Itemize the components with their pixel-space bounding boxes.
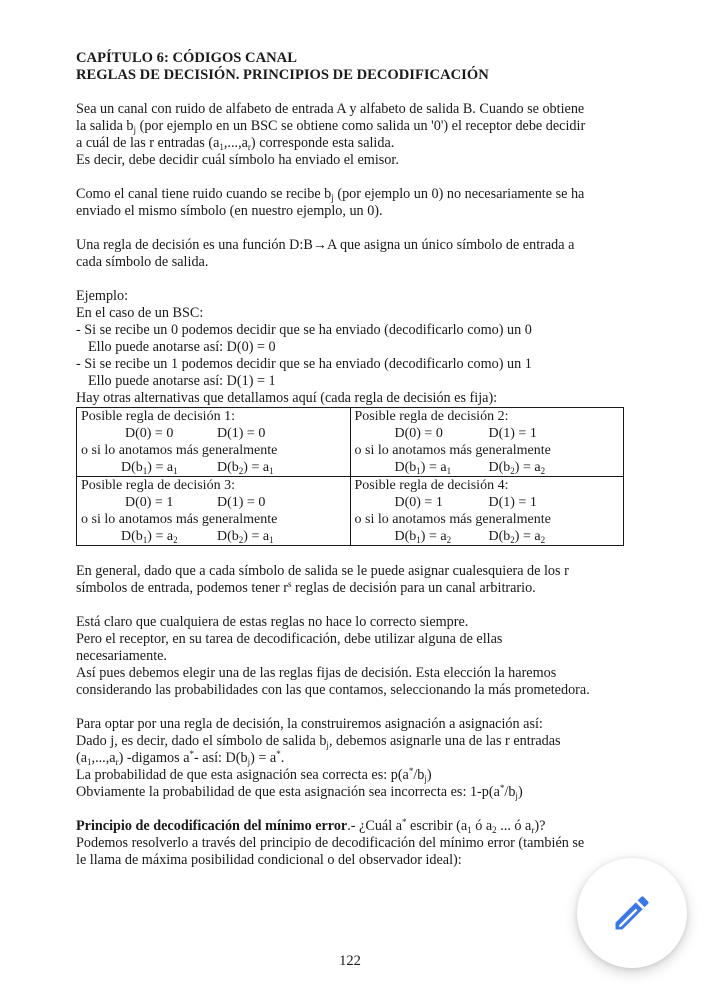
paragraph-choice bbox=[76, 614, 636, 699]
text-line: Es decir, debe decidir cuál símbolo ha enviado el emisor. bbox=[76, 152, 399, 168]
paragraph-intro bbox=[76, 101, 636, 169]
chapter-title: CAPÍTULO 6: CÓDIGOS CANAL bbox=[76, 50, 297, 66]
text-line: $(a_1,...,a_r)$ -digamos a*- así: $D(b_j) = a^*$. bbox=[76, 749, 285, 767]
text-line: Obviamente la probabilidad de que esta asignación sea incorrecta es: $1-p(a^*/b_j)$ bbox=[76, 783, 523, 801]
page-number: 122 bbox=[339, 953, 361, 969]
text-line: Principio de decodificación del mínimo error.- ¿Cuál a* escribir ($a_1$ ó $a_2$ ... ó $a_r$)? bbox=[76, 817, 546, 835]
text-line: necesariamente. bbox=[76, 648, 167, 664]
text-line: Sea un canal con ruido de alfabeto de entrada A y alfabeto de salida B. Cuando se obtiene bbox=[76, 101, 585, 117]
paragraph-minimum-error bbox=[76, 818, 636, 869]
paragraph-definition bbox=[76, 237, 636, 271]
rule-cell-3: Posible regla de decisión 3: D(0) = 1 D(1) = 0 o si lo anotamos más generalmente $D(b_1) = a_2$ $D(b_2) = a_1$ bbox=[77, 477, 351, 546]
text-line: la salida $b_j$ (por ejemplo en un BSC se obtiene como salida un '0') el receptor debe decidir bbox=[76, 118, 586, 135]
text-line: símbolos de entrada, podemos tener $r^s$ reglas de decisión para un canal arbitrario. bbox=[76, 579, 536, 596]
pencil-icon bbox=[610, 891, 654, 935]
decision-rules-table bbox=[76, 407, 624, 546]
section-title: REGLAS DE DECISIÓN. PRINCIPIOS DE DECODIFICACIÓN bbox=[76, 67, 489, 83]
text-line: - Si se recibe un 1 podemos decidir que se ha enviado (decodificarlo como) un 1 bbox=[76, 356, 532, 372]
text-line: Ello puede anotarse así: D(1) = 1 bbox=[88, 373, 276, 389]
example-block bbox=[76, 288, 636, 407]
text-line: Ello puede anotarse así: D(0) = 0 bbox=[88, 339, 276, 355]
text-line: Como el canal tiene ruido cuando se recibe $b_j$ (por ejemplo un 0) no necesariamente se ha bbox=[76, 186, 585, 203]
text-line: Una regla de decisión es una función D:B→A que asigna un único símbolo de entrada a bbox=[76, 237, 575, 253]
rule-cell-1: Posible regla de decisión 1: D(0) = 0 D(1) = 0 o si lo anotamos más generalmente $D(b_1) = a_1$ $D(b_2) = a_1$ bbox=[77, 408, 351, 477]
paragraph-assignment bbox=[76, 716, 636, 801]
text-line: La probabilidad de que esta asignación sea correcta es: $p(a^*/b_j)$ bbox=[76, 766, 432, 784]
text-line: Podemos resolverlo a través del principio de decodificación del mínimo error (también se bbox=[76, 835, 585, 851]
text-line: En el caso de un BSC: bbox=[76, 305, 204, 321]
text-line: - Si se recibe un 0 podemos decidir que se ha enviado (decodificarlo como) un 0 bbox=[76, 322, 532, 338]
page-content bbox=[76, 50, 636, 869]
text-line: Está claro que cualquiera de estas reglas no hace lo correcto siempre. bbox=[76, 614, 469, 630]
text-line: le llama de máxima posibilidad condicional o del observador ideal): bbox=[76, 852, 462, 868]
paragraph-count bbox=[76, 563, 636, 597]
text-line: enviado el mismo símbolo (en nuestro ejemplo, un 0). bbox=[76, 203, 383, 219]
text-line: Así pues debemos elegir una de las reglas fijas de decisión. Esta elección la haremos bbox=[76, 665, 557, 681]
text-line: En general, dado que a cada símbolo de salida se le puede asignar cualesquiera de los r bbox=[76, 563, 569, 579]
text-line: a cuál de las r entradas $(a_1,...,a_r)$ corresponde esta salida. bbox=[76, 135, 395, 152]
text-line: Ejemplo: bbox=[76, 288, 129, 304]
text-line: considerando las probabilidades con las que contamos, seleccionando la más prometedora. bbox=[76, 682, 590, 698]
text-line: Dado j, es decir, dado el símbolo de salida $b_j$, debemos asignarle una de las r entradas bbox=[76, 733, 561, 750]
text-line: cada símbolo de salida. bbox=[76, 254, 209, 270]
text-line: Para optar por una regla de decisión, la construiremos asignación a asignación así: bbox=[76, 716, 543, 732]
edit-fab-button[interactable] bbox=[577, 858, 687, 968]
rule-cell-2: Posible regla de decisión 2: D(0) = 0 D(1) = 1 o si lo anotamos más generalmente $D(b_1) = a_1$ $D(b_2) = a_2$ bbox=[350, 408, 624, 477]
paragraph-noise bbox=[76, 186, 636, 220]
text-line: Hay otras alternativas que detallamos aquí (cada regla de decisión es fija): bbox=[76, 390, 498, 406]
rule-cell-4: Posible regla de decisión 4: D(0) = 1 D(1) = 1 o si lo anotamos más generalmente $D(b_1) = a_2$ $D(b_2) = a_2$ bbox=[350, 477, 624, 546]
text-line: Pero el receptor, en su tarea de decodificación, debe utilizar alguna de ellas bbox=[76, 631, 503, 647]
